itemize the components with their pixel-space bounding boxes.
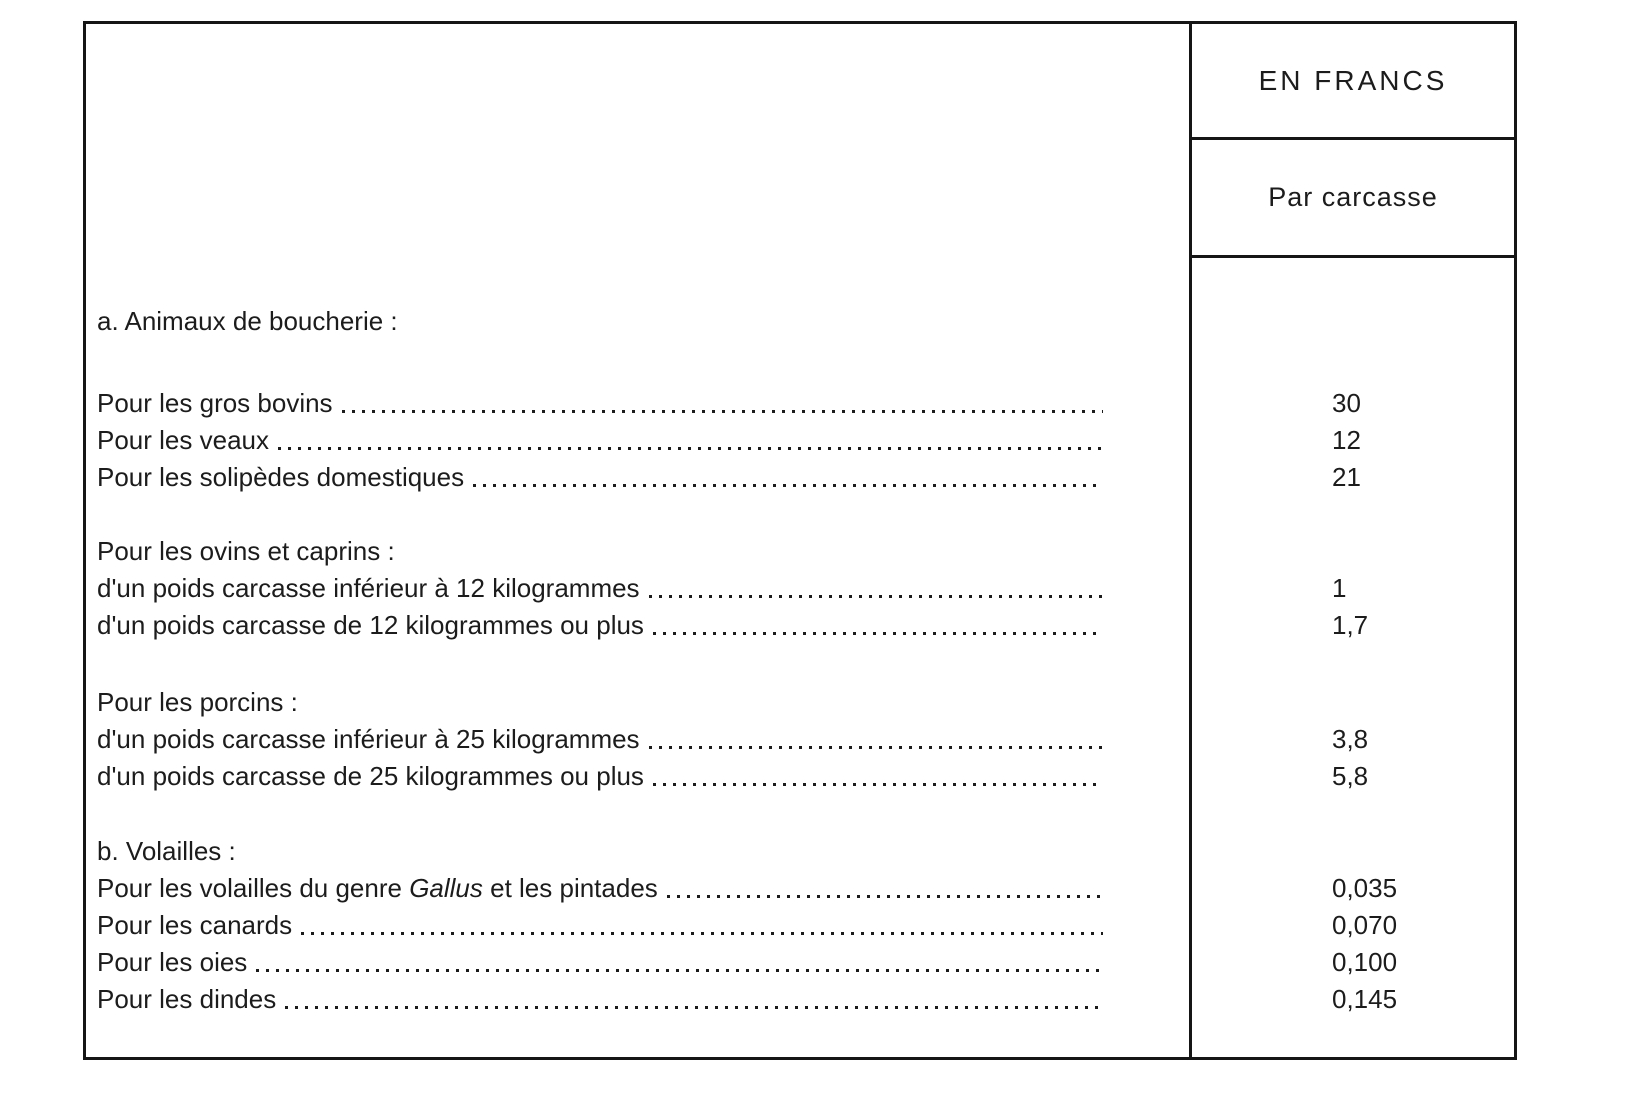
tariff-table (83, 21, 1517, 1060)
row-label: Pour les solipèdes domestiques (97, 462, 465, 492)
dot-leader (473, 484, 1103, 487)
table-row (86, 385, 1514, 422)
header-currency-label: EN FRANCS (1258, 64, 1448, 96)
table-row (86, 459, 1514, 496)
row-value: 3,8 (1332, 724, 1369, 754)
row-label: Pour les veaux (97, 425, 269, 455)
row-value: 0,035 (1332, 873, 1398, 903)
spacer (86, 496, 1514, 533)
header-unit (1192, 140, 1514, 255)
row-value: 1 (1332, 573, 1347, 603)
row-value: 12 (1332, 425, 1361, 455)
row-value: 0,070 (1332, 910, 1398, 940)
dot-leader (285, 1006, 1103, 1009)
row-label: d'un poids carcasse de 12 kilogrammes ou plus (97, 610, 644, 640)
row-label: Pour les oies (97, 947, 248, 977)
spacer (86, 644, 1514, 684)
spacer (86, 795, 1514, 833)
dot-leader (278, 447, 1103, 450)
table-body (86, 258, 1514, 1057)
row-label: b. Volailles : (97, 836, 236, 866)
table-row (86, 907, 1514, 944)
table-row (86, 721, 1514, 758)
table-row (86, 570, 1514, 607)
dot-leader (653, 783, 1103, 786)
row-label: Pour les dindes (97, 984, 277, 1014)
table-row (86, 870, 1514, 907)
header-unit-label: Par carcasse (1268, 182, 1438, 212)
row-label: d'un poids carcasse inférieur à 25 kilogrammes (97, 724, 640, 754)
row-value: 5,8 (1332, 761, 1369, 791)
row-label: Pour les gros bovins (97, 388, 333, 418)
row-label: d'un poids carcasse de 25 kilogrammes ou plus (97, 761, 644, 791)
row-label-genus: Gallus (409, 873, 483, 903)
row-label: Pour les canards (97, 910, 293, 940)
table-row (86, 758, 1514, 795)
table-row (86, 944, 1514, 981)
dot-leader (667, 895, 1103, 898)
row-value: 21 (1332, 462, 1361, 492)
dot-leader (649, 595, 1103, 598)
dot-leader (256, 969, 1103, 972)
table-row (86, 422, 1514, 459)
row-value: 1,7 (1332, 610, 1369, 640)
spacer (86, 340, 1514, 385)
row-value: 30 (1332, 388, 1361, 418)
table-row (86, 607, 1514, 644)
row-label (97, 870, 658, 907)
row-label-pre: Pour les volailles du genre (97, 873, 410, 903)
spacer (86, 258, 1514, 303)
row-label: Pour les ovins et caprins : (97, 536, 395, 566)
table-row-section-ovins (86, 533, 1514, 570)
header-currency (1192, 24, 1514, 137)
row-label: Pour les porcins : (97, 687, 298, 717)
table-row-section-porcins (86, 684, 1514, 721)
dot-leader (649, 746, 1103, 749)
row-value: 0,100 (1332, 947, 1398, 977)
row-value: 0,145 (1332, 984, 1398, 1014)
dot-leader (653, 632, 1103, 635)
row-label-post: et les pintades (482, 873, 658, 903)
table-row (86, 981, 1514, 1018)
dot-leader (301, 932, 1103, 935)
row-label: d'un poids carcasse inférieur à 12 kilogrammes (97, 573, 640, 603)
dot-leader (342, 410, 1103, 413)
row-label: a. Animaux de boucherie : (97, 306, 398, 336)
table-row-section-a (86, 303, 1514, 340)
table-row-section-b (86, 833, 1514, 870)
